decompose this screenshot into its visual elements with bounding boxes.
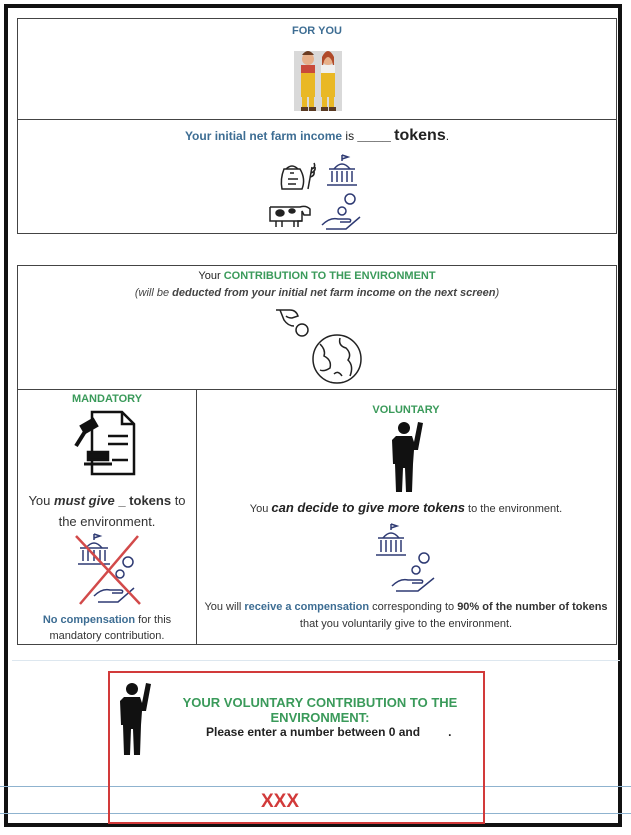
instruction-end: . — [448, 725, 452, 739]
note-bold: deducted from your initial net farm income on the next screen — [172, 287, 496, 299]
must-you: You — [28, 493, 55, 508]
raised-hand-person-icon-entry — [120, 681, 152, 757]
farmers-icon — [290, 43, 346, 115]
entry-instruction — [206, 725, 451, 739]
must-tokens: tokens — [129, 493, 172, 508]
income-tokens: tokens — [394, 127, 446, 144]
note-suffix: ) — [495, 287, 500, 299]
decide-bold: can decide to give more tokens — [271, 500, 465, 515]
cow-icon — [266, 197, 314, 229]
no-compensation-icon — [72, 532, 144, 608]
income-blank: ____ — [357, 127, 391, 144]
income-is: is — [342, 129, 358, 143]
coin-drop-hand-icon — [274, 306, 314, 340]
hand-coin-icon-voluntary — [390, 550, 438, 594]
for-you-divider — [18, 119, 616, 120]
for-you-title: FOR YOU — [292, 25, 342, 37]
no-comp-line2: mandatory contribution. — [49, 630, 165, 642]
for-you-panel — [17, 18, 617, 234]
contribution-your: Your — [198, 270, 224, 282]
raised-hand-person-icon — [392, 420, 424, 494]
comp-bold: 90% of the number of tokens — [457, 601, 608, 613]
income-line — [18, 127, 616, 145]
decide-text — [196, 500, 616, 515]
entry-title-line1: YOUR VOLUNTARY CONTRIBUTION TO THE — [182, 695, 458, 710]
entry-title-line2: ENVIRONMENT: — [270, 710, 370, 725]
globe-icon — [310, 332, 364, 386]
comp-prefix: You will — [204, 601, 245, 613]
mandatory-title: MANDATORY — [71, 393, 143, 405]
must-blank: _ — [114, 493, 130, 508]
no-compensation-text — [18, 612, 196, 644]
comp-blue: receive a compensation — [244, 601, 370, 613]
voluntary-title: VOLUNTARY — [372, 404, 440, 416]
contribution-divider — [18, 389, 616, 390]
contribution-panel — [17, 265, 617, 645]
voluntary-entry-panel — [108, 671, 485, 824]
instruction-text: Please enter a number between 0 and — [206, 725, 421, 739]
note-prefix: (will be — [134, 287, 173, 299]
contribution-input[interactable]: XXX — [260, 791, 300, 812]
comp-mid: corresponding to — [369, 601, 458, 613]
contribution-title — [18, 270, 616, 282]
no-comp-label: No compensation — [42, 614, 136, 626]
capitol-icon — [321, 153, 363, 187]
income-label: Your initial net farm income — [184, 129, 343, 143]
must-environment: the environment. — [58, 514, 156, 529]
must-to: to — [171, 493, 186, 508]
entry-title — [170, 695, 470, 725]
no-comp-rest: for this — [135, 614, 172, 626]
must-give: must give — [54, 493, 115, 508]
comp-line2: that you voluntarily give to the environment. — [299, 618, 513, 630]
income-period: . — [445, 129, 450, 143]
compensation-text — [196, 599, 616, 633]
decide-rest: to the environment. — [465, 503, 563, 515]
grain-sack-icon — [276, 159, 320, 193]
hand-coin-icon — [320, 191, 364, 231]
mandatory-text — [18, 490, 196, 532]
contribution-note — [18, 287, 616, 299]
decide-you: You — [249, 503, 272, 515]
section-rule-top — [12, 660, 620, 661]
gavel-document-icon — [72, 408, 142, 478]
contribution-heading: CONTRIBUTION TO THE ENVIRONMENT — [223, 270, 436, 282]
